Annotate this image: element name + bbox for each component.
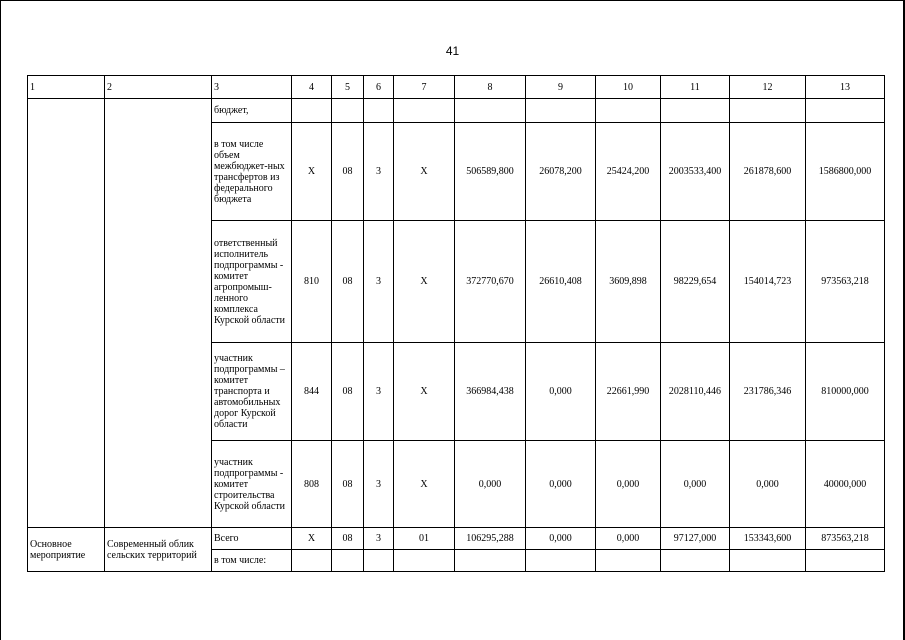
cell-col-4: 844 [292, 343, 332, 441]
cell-col-6: 3 [364, 221, 394, 343]
cell-empty [526, 550, 596, 572]
header-col-5: 5 [332, 76, 364, 99]
cell-empty [292, 550, 332, 572]
cell-col-8: 506589,800 [455, 123, 526, 221]
cell-col-9: 0,000 [526, 441, 596, 528]
cell-empty [332, 550, 364, 572]
cell-col-10: 25424,200 [596, 123, 661, 221]
cell-col-6: 3 [364, 123, 394, 221]
cell-col-10: 22661,990 [596, 343, 661, 441]
cell-empty [364, 550, 394, 572]
cell-col-4: 808 [292, 441, 332, 528]
cell-col-4: 810 [292, 221, 332, 343]
cell-col-7: X [394, 123, 455, 221]
cell-col-10: 0,000 [596, 441, 661, 528]
cell-col-9: 26610,408 [526, 221, 596, 343]
cell-col-10: 3609,898 [596, 221, 661, 343]
cell-col-11: 2003533,400 [661, 123, 730, 221]
cell-col-5: 08 [332, 528, 364, 550]
cell-col-12: 154014,723 [730, 221, 806, 343]
row-label: ответственный исполнитель подпрограммы - комитет агропромыш-ленного комплекса Курской области [212, 221, 292, 343]
header-col-13: 13 [806, 76, 885, 99]
cell-col-8: 366984,438 [455, 343, 526, 441]
cell-col-4: X [292, 123, 332, 221]
cell-col-13: 1586800,000 [806, 123, 885, 221]
cell-empty [292, 99, 332, 123]
cell-col-12: 231786,346 [730, 343, 806, 441]
cell-col-11: 97127,000 [661, 528, 730, 550]
page-number: 41 [445, 44, 460, 58]
row-label: в том числе: [212, 550, 292, 572]
cell-col-5: 08 [332, 441, 364, 528]
main-activity-name: Современный облик сельских территорий [105, 528, 212, 572]
cell-col-11: 0,000 [661, 441, 730, 528]
cell-col-8: 0,000 [455, 441, 526, 528]
cell-col-7: X [394, 343, 455, 441]
cell-col-8: 106295,288 [455, 528, 526, 550]
header-col-11: 11 [661, 76, 730, 99]
header-col-6: 6 [364, 76, 394, 99]
cell-col-12: 153343,600 [730, 528, 806, 550]
cell-col-9: 0,000 [526, 343, 596, 441]
cell-col-7: X [394, 441, 455, 528]
cell-col-13: 973563,218 [806, 221, 885, 343]
row-label: участник подпрограммы - комитет строительства Курской области [212, 441, 292, 528]
cell-col-13: 810000,000 [806, 343, 885, 441]
cell-empty [596, 550, 661, 572]
cell-col-10: 0,000 [596, 528, 661, 550]
cell-empty [394, 99, 455, 123]
table-row [28, 99, 885, 123]
header-col-3: 3 [212, 76, 292, 99]
cell-empty [332, 99, 364, 123]
header-col-9: 9 [526, 76, 596, 99]
cell-empty [806, 550, 885, 572]
header-col-8: 8 [455, 76, 526, 99]
cell-empty [730, 550, 806, 572]
cell-col-13: 40000,000 [806, 441, 885, 528]
cell-col-5: 08 [332, 123, 364, 221]
cell-col-11: 98229,654 [661, 221, 730, 343]
cell-empty [455, 99, 526, 123]
budget-table [27, 75, 885, 572]
cell-col-4: X [292, 528, 332, 550]
cell-col-5: 08 [332, 343, 364, 441]
row-label: Всего [212, 528, 292, 550]
header-col-4: 4 [292, 76, 332, 99]
header-col-7: 7 [394, 76, 455, 99]
cell-col-5: 08 [332, 221, 364, 343]
cell-empty [806, 99, 885, 123]
page-left-border [0, 0, 1, 640]
table-row [28, 528, 885, 550]
cell-empty [596, 99, 661, 123]
header-col-12: 12 [730, 76, 806, 99]
cell-col-12: 0,000 [730, 441, 806, 528]
cell-col-7: X [394, 221, 455, 343]
cell-col-12: 261878,600 [730, 123, 806, 221]
cell-empty [661, 550, 730, 572]
cell-col-8: 372770,670 [455, 221, 526, 343]
main-activity-label: Основное мероприятие [28, 528, 105, 572]
header-row [28, 76, 885, 99]
row-label: в том числе объем межбюджет-ных трансфертов из федерального бюджета [212, 123, 292, 221]
cell-empty [394, 550, 455, 572]
cell-empty [364, 99, 394, 123]
header-col-1: 1 [28, 76, 105, 99]
cell-col-13: 873563,218 [806, 528, 885, 550]
cell-col-6: 3 [364, 343, 394, 441]
cell-col-9: 0,000 [526, 528, 596, 550]
header-col-2: 2 [105, 76, 212, 99]
cell-empty [526, 99, 596, 123]
page-top-border [0, 0, 905, 1]
row-label: участник подпрограммы – комитет транспорта и автомобильных дорог Курской области [212, 343, 292, 441]
cell-col-9: 26078,200 [526, 123, 596, 221]
cell-col-11: 2028110,446 [661, 343, 730, 441]
row-group-col-2 [105, 99, 212, 528]
cell-empty [455, 550, 526, 572]
cell-col-6: 3 [364, 441, 394, 528]
row-label: бюджет, [212, 99, 292, 123]
row-group-col-1 [28, 99, 105, 528]
cell-empty [661, 99, 730, 123]
cell-empty [730, 99, 806, 123]
header-col-10: 10 [596, 76, 661, 99]
cell-col-7: 01 [394, 528, 455, 550]
cell-col-6: 3 [364, 528, 394, 550]
